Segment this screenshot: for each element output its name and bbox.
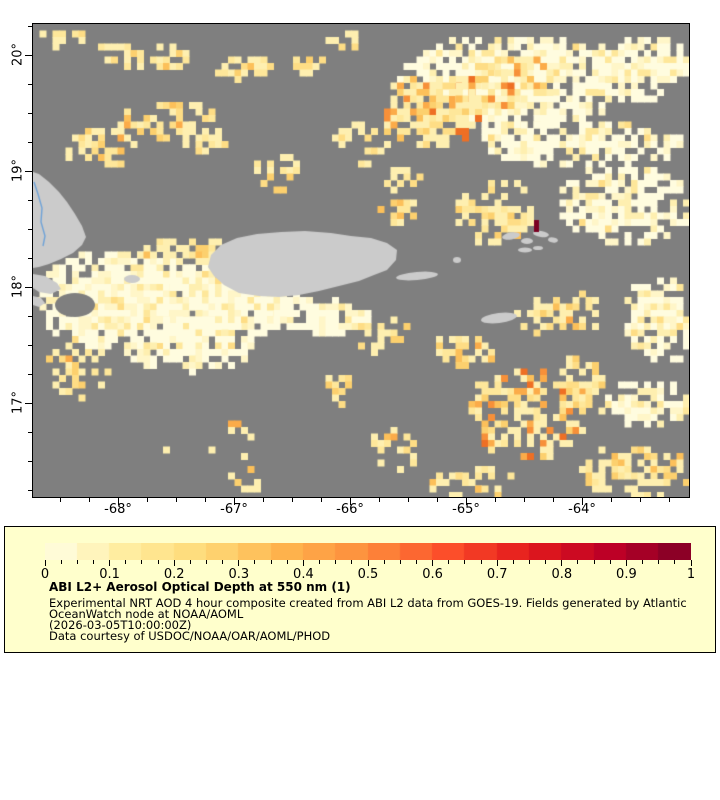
colorbar-minor-tick	[158, 560, 159, 564]
lon-minor-tick	[640, 498, 641, 502]
colorbar-major-tick	[109, 560, 110, 566]
legend-box	[4, 526, 716, 653]
lat-major-tick	[25, 55, 32, 56]
lon-minor-tick	[263, 498, 264, 502]
colorbar-minor-tick	[254, 560, 255, 564]
colorbar-minor-tick	[642, 560, 643, 564]
colorbar-minor-tick	[529, 560, 530, 564]
lon-tick-label: -66°	[336, 502, 364, 517]
colorbar-minor-tick	[335, 560, 336, 564]
colorbar-minor-tick	[141, 560, 142, 564]
colorbar-major-tick	[691, 560, 692, 566]
legend-courtesy: Data courtesy of USDOC/NOAA/OAR/AOML/PHOD	[49, 629, 331, 643]
lat-minor-tick	[28, 490, 32, 491]
colorbar-major-tick	[303, 560, 304, 566]
lat-minor-tick	[28, 229, 32, 230]
lon-tick-label: -67°	[220, 502, 248, 517]
lon-tick-label: -68°	[104, 502, 132, 517]
lon-tick-label: -65°	[452, 502, 480, 517]
colorbar-tick-label: 1	[686, 567, 696, 582]
lon-tick-label: -64°	[568, 502, 596, 517]
lat-minor-tick	[28, 26, 32, 27]
lat-minor-tick	[28, 113, 32, 114]
colorbar-minor-tick	[319, 560, 320, 564]
lat-major-tick	[25, 171, 32, 172]
colorbar-major-tick	[174, 560, 175, 566]
colorbar-tick-label: 0.6	[422, 567, 443, 582]
lat-tick-label: 18°	[10, 275, 26, 299]
colorbar-minor-tick	[351, 560, 352, 564]
lon-minor-tick	[408, 498, 409, 502]
lon-minor-tick	[495, 498, 496, 502]
colorbar-minor-tick	[206, 560, 207, 564]
colorbar-tick-label: 0.9	[616, 567, 637, 582]
colorbar-major-tick	[238, 560, 239, 566]
colorbar-major-tick	[626, 560, 627, 566]
colorbar-minor-tick	[222, 560, 223, 564]
colorbar-tick-label: 0.1	[99, 567, 120, 582]
colorbar-major-tick	[561, 560, 562, 566]
lat-tick-label: 17°	[10, 391, 26, 415]
colorbar-minor-tick	[658, 560, 659, 564]
map-plot	[32, 23, 690, 498]
colorbar-minor-tick	[61, 560, 62, 564]
colorbar-minor-tick	[271, 560, 272, 564]
lat-major-tick	[25, 287, 32, 288]
lon-minor-tick	[176, 498, 177, 502]
lat-major-tick	[25, 403, 32, 404]
lat-tick-label: 20°	[10, 43, 26, 67]
lat-minor-tick	[28, 84, 32, 85]
colorbar-tick-label: 0.5	[357, 567, 379, 582]
colorbar-major-tick	[368, 560, 369, 566]
colorbar-minor-tick	[610, 560, 611, 564]
colorbar-tick-label: 0.8	[551, 567, 573, 582]
lat-minor-tick	[28, 200, 32, 201]
colorbar-tick-label: 0.7	[486, 567, 508, 582]
colorbar-minor-tick	[77, 560, 78, 564]
lon-minor-tick	[205, 498, 206, 502]
lon-minor-tick	[669, 498, 670, 502]
lon-minor-tick	[60, 498, 61, 502]
colorbar-minor-tick	[481, 560, 482, 564]
legend-description-line-2: OceanWatch node at NOAA/AOML	[49, 607, 244, 621]
colorbar-minor-tick	[513, 560, 514, 564]
lon-minor-tick	[611, 498, 612, 502]
colorbar-major-tick	[432, 560, 433, 566]
colorbar-canvas	[45, 543, 691, 560]
colorbar-major-tick	[497, 560, 498, 566]
colorbar-minor-tick	[93, 560, 94, 564]
lon-minor-tick	[553, 498, 554, 502]
lat-minor-tick	[28, 432, 32, 433]
lat-minor-tick	[28, 345, 32, 346]
colorbar-minor-tick	[594, 560, 595, 564]
colorbar-minor-tick	[125, 560, 126, 564]
lon-minor-tick	[89, 498, 90, 502]
legend-description-line-1: Experimental NRT AOD 4 hour composite created from ABI L2 data from GOES-19. Fields generated by Atlantic	[49, 596, 687, 610]
legend-timestamp: (2026-03-05T10:00:00Z)	[49, 618, 192, 632]
colorbar-tick-label: 0	[40, 567, 50, 582]
lat-tick-label: 19°	[10, 159, 26, 183]
colorbar-minor-tick	[577, 560, 578, 564]
colorbar-tick-label: 0.3	[228, 567, 250, 582]
colorbar-minor-tick	[416, 560, 417, 564]
lon-minor-tick	[437, 498, 438, 502]
lat-minor-tick	[28, 142, 32, 143]
lon-minor-tick	[321, 498, 322, 502]
lat-minor-tick	[28, 374, 32, 375]
lat-minor-tick	[28, 461, 32, 462]
colorbar-minor-tick	[448, 560, 449, 564]
lon-minor-tick	[292, 498, 293, 502]
colorbar-tick-label: 0.4	[293, 567, 314, 582]
lon-minor-tick	[524, 498, 525, 502]
lat-minor-tick	[28, 258, 32, 259]
colorbar-minor-tick	[400, 560, 401, 564]
lat-minor-tick	[28, 316, 32, 317]
colorbar-minor-tick	[190, 560, 191, 564]
legend-title: ABI L2+ Aerosol Optical Depth at 550 nm (1)	[49, 580, 351, 594]
colorbar-tick-label: 0.2	[163, 567, 185, 582]
aod-map-canvas	[33, 24, 689, 497]
colorbar-minor-tick	[464, 560, 465, 564]
lon-minor-tick	[147, 498, 148, 502]
colorbar-minor-tick	[384, 560, 385, 564]
lon-minor-tick	[379, 498, 380, 502]
colorbar-minor-tick	[287, 560, 288, 564]
colorbar-major-tick	[45, 560, 46, 566]
colorbar-minor-tick	[674, 560, 675, 564]
colorbar-minor-tick	[545, 560, 546, 564]
